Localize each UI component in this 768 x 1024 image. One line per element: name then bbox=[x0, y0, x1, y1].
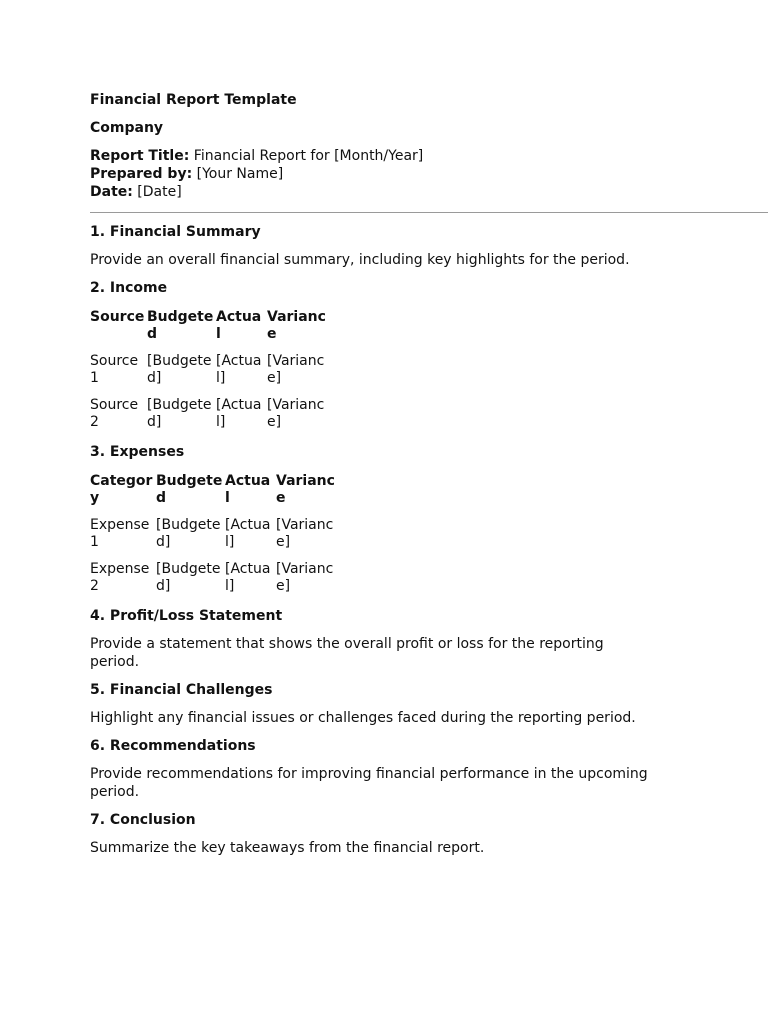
table-row bbox=[90, 397, 327, 431]
section-text-challenges: Highlight any financial issues or challenges faced during the reporting period. bbox=[90, 710, 636, 726]
company-name: Company bbox=[90, 120, 164, 136]
table-row bbox=[90, 517, 336, 551]
meta-report-title bbox=[90, 147, 768, 165]
column-header: Budgeted bbox=[156, 473, 223, 506]
section-heading-challenges: 5. Financial Challenges bbox=[90, 682, 273, 698]
table-cell: Expense 1 bbox=[90, 517, 150, 550]
section-text-profit-loss: Provide a statement that shows the overall profit or loss for the reporting period. bbox=[90, 636, 604, 670]
section-heading-expenses: 3. Expenses bbox=[90, 444, 185, 460]
column-header: Variance bbox=[276, 473, 335, 506]
meta-label: Report Title: bbox=[90, 148, 190, 164]
meta-value: [Date] bbox=[132, 184, 182, 200]
table-cell: [Actual] bbox=[216, 397, 262, 430]
section-text-recommendations: Provide recommendations for improving financial performance in the upcoming period. bbox=[90, 766, 648, 800]
table-header-row bbox=[90, 309, 327, 343]
table-cell: Expense 2 bbox=[90, 561, 150, 594]
document-page bbox=[90, 91, 768, 857]
table-cell: Source 1 bbox=[90, 353, 139, 386]
report-meta bbox=[90, 147, 768, 201]
table-cell: [Variance] bbox=[276, 561, 334, 594]
section-text-summary: Provide an overall financial summary, including key highlights for the period. bbox=[90, 252, 630, 268]
table-cell: [Variance] bbox=[276, 517, 334, 550]
section-text-conclusion: Summarize the key takeaways from the financial report. bbox=[90, 840, 485, 856]
section-heading-recommendations: 6. Recommendations bbox=[90, 738, 256, 754]
expenses-table bbox=[89, 463, 337, 605]
table-cell: [Budgeted] bbox=[156, 517, 221, 550]
column-header: Variance bbox=[267, 309, 326, 342]
column-header: Budgeted bbox=[147, 309, 214, 342]
meta-prepared-by bbox=[90, 165, 768, 183]
document-title: Financial Report Template bbox=[90, 92, 297, 108]
table-cell: [Actual] bbox=[225, 561, 271, 594]
table-cell: [Budgeted] bbox=[147, 397, 212, 430]
table-cell: [Variance] bbox=[267, 397, 325, 430]
table-header-row bbox=[90, 473, 336, 507]
table-cell: [Budgeted] bbox=[147, 353, 212, 386]
table-cell: [Actual] bbox=[216, 353, 262, 386]
income-table bbox=[89, 299, 328, 441]
table-cell: [Budgeted] bbox=[156, 561, 221, 594]
horizontal-divider bbox=[90, 212, 768, 213]
table-row bbox=[90, 561, 336, 595]
column-header: Actual bbox=[216, 309, 262, 342]
column-header: Category bbox=[90, 473, 153, 506]
meta-value: [Your Name] bbox=[192, 166, 284, 182]
meta-date bbox=[90, 183, 768, 201]
table-row bbox=[90, 353, 327, 387]
meta-label: Date: bbox=[90, 184, 133, 200]
section-heading-summary: 1. Financial Summary bbox=[90, 224, 261, 240]
section-heading-conclusion: 7. Conclusion bbox=[90, 812, 196, 828]
meta-label: Prepared by: bbox=[90, 166, 193, 182]
section-heading-income: 2. Income bbox=[90, 280, 168, 296]
table-cell: [Variance] bbox=[267, 353, 325, 386]
column-header: Source bbox=[90, 309, 145, 325]
column-header: Actual bbox=[225, 473, 271, 506]
table-cell: Source 2 bbox=[90, 397, 139, 430]
table-cell: [Actual] bbox=[225, 517, 271, 550]
section-heading-profit-loss: 4. Profit/Loss Statement bbox=[90, 608, 283, 624]
meta-value: Financial Report for [Month/Year] bbox=[189, 148, 424, 164]
